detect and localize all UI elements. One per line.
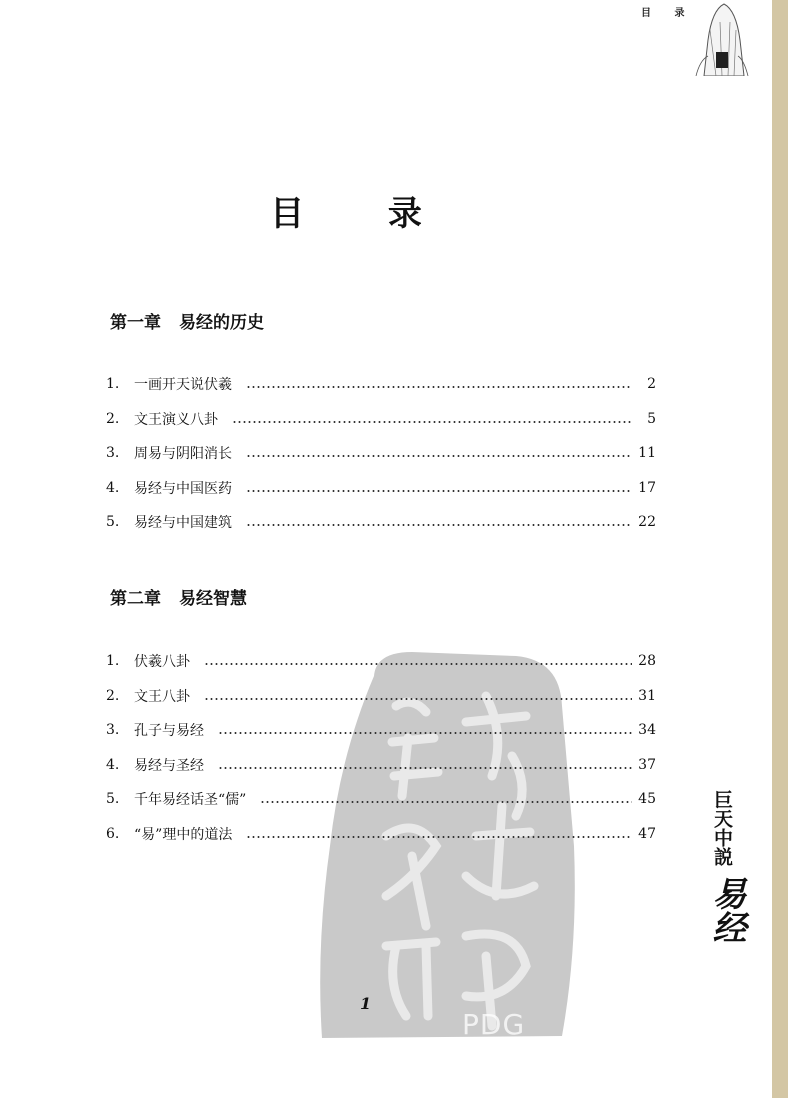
running-head: 目 录 [641,8,695,19]
toc-entry-title: 文王演义八卦 [134,411,218,428]
toc-entry-number: 3. [106,722,120,739]
toc-entry-title: 千年易经话圣“儒” [134,792,247,809]
toc-entry[interactable] [106,782,656,817]
chapter-number: 第一章 [110,313,161,333]
page-spine-edge [772,0,788,1098]
toc-entry-page: 28 [638,653,656,670]
toc-entry-title: 孔子与易经 [134,723,204,740]
toc-entry-title: 文王八卦 [134,688,190,705]
dot-leader [246,524,632,526]
toc-entry-title: “易”理中的道法 [134,826,233,843]
toc-entry[interactable] [106,713,656,748]
toc-entry[interactable] [106,644,656,679]
dot-leader [204,663,632,665]
dot-leader [246,836,632,838]
chapter-heading-2 [110,584,247,609]
dot-leader [204,698,632,700]
chapter-heading-1 [110,308,264,333]
toc-entry-page: 31 [638,687,656,704]
vertical-title-line-2: 易经 [706,876,746,944]
toc-entry-number: 1. [106,653,120,670]
vertical-book-title [702,790,746,948]
dot-leader [246,455,632,457]
toc-entry-page: 34 [638,722,656,739]
corner-figure-illustration [686,0,758,76]
toc-entry[interactable] [106,471,656,506]
dot-leader [232,421,632,423]
toc-entry-page: 37 [638,756,656,773]
toc-entry-number: 2. [106,687,120,704]
dot-leader [246,386,632,388]
toc-entry-number: 6. [106,825,120,842]
toc-entry-title: 易经与圣经 [134,757,204,774]
dot-leader [218,732,632,734]
chapter-number: 第二章 [110,589,161,609]
toc-entry-number: 1. [106,376,120,393]
page-title: 目 录 [270,194,458,234]
toc-entry-number: 5. [106,514,120,531]
dot-leader [260,801,632,803]
watermark-text: PDG [462,1008,526,1041]
toc-entry-page: 11 [638,445,656,462]
toc-entry-page: 17 [638,479,656,496]
toc-entry-title: 一画开天说伏羲 [134,377,232,394]
toc-entry-number: 3. [106,445,120,462]
toc-chapter-1 [106,367,656,540]
toc-entry-number: 2. [106,410,120,427]
toc-entry-title: 周易与阴阳消长 [134,446,232,463]
chapter-title: 易经智慧 [179,589,247,609]
toc-entry-number: 4. [106,756,120,773]
toc-entry[interactable] [106,402,656,437]
toc-entry-title: 易经与中国医药 [134,480,232,497]
toc-entry[interactable] [106,367,656,402]
toc-entry-page: 47 [638,825,656,842]
toc-chapter-2 [106,644,656,851]
toc-entry-number: 4. [106,479,120,496]
toc-entry[interactable] [106,436,656,471]
toc-entry-page: 22 [638,514,656,531]
page-number: 1 [360,994,372,1013]
chapter-title: 易经的历史 [179,313,264,333]
toc-entry[interactable] [106,505,656,540]
toc-entry[interactable] [106,748,656,783]
toc-entry[interactable] [106,679,656,714]
toc-entry-page: 5 [647,410,656,427]
vertical-title-line-1: 巨天中説 [711,790,733,866]
toc-entry[interactable] [106,817,656,852]
toc-entry-number: 5. [106,791,120,808]
toc-entry-title: 伏羲八卦 [134,654,190,671]
toc-entry-title: 易经与中国建筑 [134,515,232,532]
toc-entry-page: 45 [638,791,656,808]
toc-entry-page: 2 [647,376,656,393]
dot-leader [218,767,632,769]
dot-leader [246,490,632,492]
